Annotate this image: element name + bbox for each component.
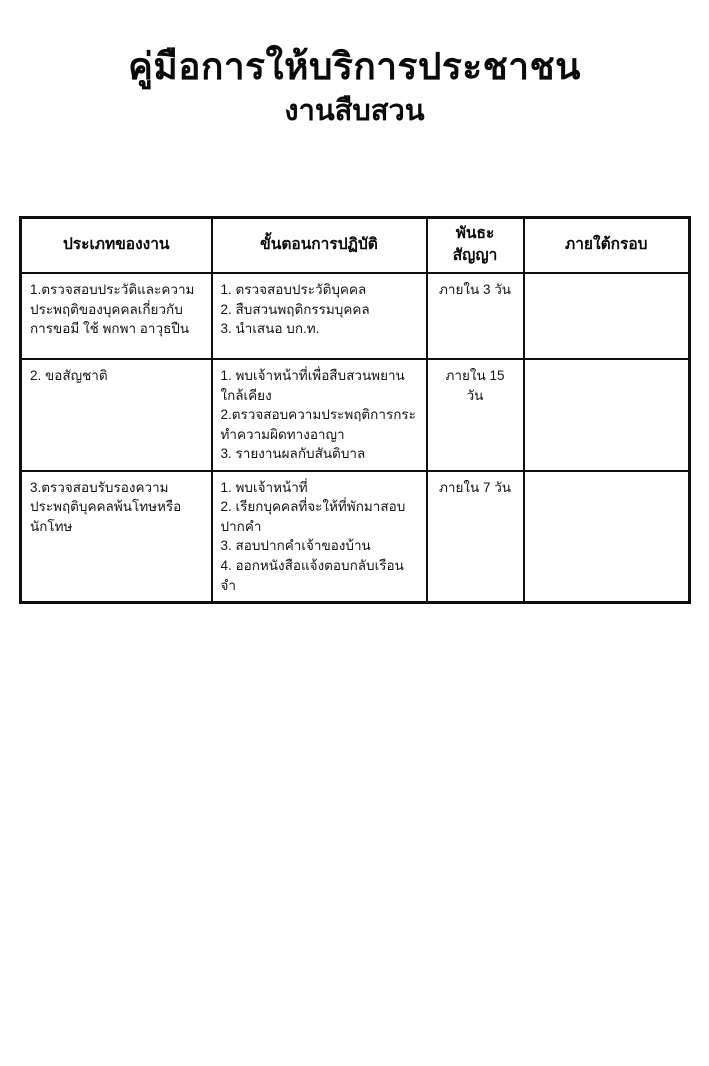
framework-cell [524,471,690,603]
work-type-firearms-background-check: 1.ตรวจสอบประวัติและความประพฤติของบุคคลเกี่ยวกับการขอมี ใช้ พกพา อาวุธปืน [21,273,212,359]
step-line: 2.ตรวจสอบความประพฤติการกระทำความผิดทางอาญา [220,407,416,442]
work-type-nationality-request: 2. ขอสัญชาติ [21,359,212,471]
page-title: คู่มือการให้บริการประชาชน [128,46,581,87]
header-work-type: ประเภทของงาน [21,218,212,273]
step-line: 3. รายงานผลกับสันติบาล [220,446,366,462]
framework-cell [524,359,690,471]
header-procedure-steps: ขั้นตอนการปฏิบัติ [212,218,427,273]
header-commitment: พันธะสัญญา [427,218,524,273]
step-line: 3. สอบปากคำเจ้าของบ้าน [220,538,371,554]
page-subtitle: งานสืบสวน [284,94,425,127]
procedure-steps-cell [212,471,427,603]
procedure-steps-cell [212,359,427,471]
commitment-cell: ภายใน 15 วัน [427,359,524,471]
table-header-row [21,218,690,273]
commitment-cell: ภายใน 3 วัน [427,273,524,359]
work-type-released-prisoner-conduct-check: 3.ตรวจสอบรับรองความประพฤติบุคคลพ้นโทษหรือนักโทษ [21,471,212,603]
step-line: 1. พบเจ้าหน้าที่เพื่อสืบสวนพยานใกล้เคียง [220,367,405,403]
step-line: 3. นำเสนอ บก.ท. [220,321,320,337]
step-line: 1. พบเจ้าหน้าที่ [220,479,308,495]
table-row [21,273,690,359]
step-line: 4. ออกหนังสือแจ้งตอบกลับเรือนจำ [220,558,404,593]
header-framework: ภายใต้กรอบ [524,218,690,273]
step-line: 2. สืบสวนพฤติกรรมบุคคล [220,301,370,317]
framework-cell [524,273,690,359]
step-line: 1. ตรวจสอบประวัติบุคคล [220,281,367,297]
table-row [21,471,690,603]
table-row [21,359,690,471]
service-manual-table [19,216,691,604]
procedure-steps-cell [212,273,427,359]
step-line: 2. เรียกบุคคลที่จะให้ที่พักมาสอบปากคำ [220,499,406,534]
commitment-cell: ภายใน 7 วัน [427,471,524,603]
